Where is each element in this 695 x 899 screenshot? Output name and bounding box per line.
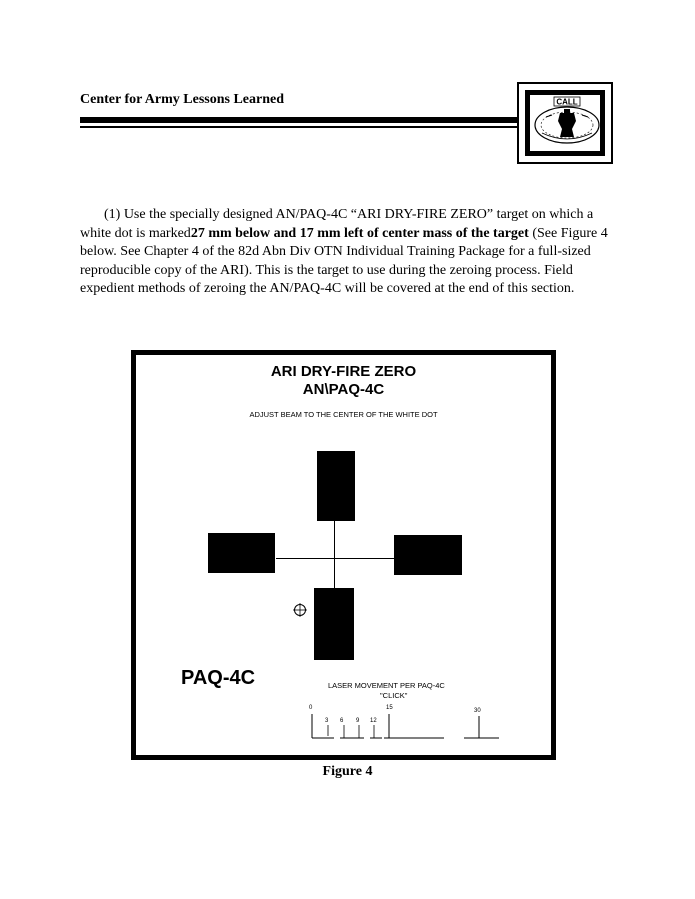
target-title: ARI DRY-FIRE ZERO: [270, 363, 417, 380]
header-title: Center for Army Lessons Learned: [80, 92, 285, 107]
paragraph-text-2: (See Figure 4 below. See Chapter 4 of the 82d Abn Div OTN Individual Training Package for a full-sized reproducible copy of the ARI). This is the target to use during the zeroing process. Field expedient methods of zeroing the AN/PAQ-4C will be covered at the end of this section.: [80, 225, 608, 296]
target-block-bottom: [314, 588, 354, 660]
body-paragraph: [80, 206, 610, 299]
scale-tick-label: 6: [340, 718, 344, 724]
header-rule-thick: [80, 117, 520, 123]
scale-tick-label: 15: [386, 705, 393, 711]
call-emblem-icon: [530, 95, 604, 155]
figure-caption: Figure 4: [322, 764, 373, 779]
paragraph-text-1: (1) Use the specially designed AN/PAQ-4C “ARI DRY-FIRE ZERO” target on which a white dot is marked: [80, 207, 594, 241]
target-block-left: [208, 533, 275, 573]
header-rule-thin: [80, 126, 520, 128]
target-instruction: ADJUST BEAM TO THE CENTER OF THE WHITE DOT: [249, 410, 438, 419]
laser-click-label: "CLICK": [380, 691, 408, 700]
target-block-right: [394, 535, 462, 575]
scale-tick-label: 3: [325, 718, 329, 724]
call-logo-text: CALL: [556, 97, 578, 107]
paq-4c-label: PAQ-4C: [181, 667, 256, 689]
call-logo: [517, 82, 613, 164]
target-block-top: [317, 451, 355, 521]
target-subtitle: AN\PAQ-4C: [302, 381, 385, 398]
crosshair-vertical: [334, 520, 335, 590]
scale-tick-label: 0: [309, 705, 313, 711]
call-logo-frame: [525, 90, 605, 156]
scale-tick-label: 30: [474, 708, 481, 714]
white-dot-crosshair-icon: [292, 602, 308, 618]
scale-tick-label: 12: [370, 718, 377, 724]
crosshair-horizontal: [276, 558, 396, 559]
scale-tick-label: 9: [356, 718, 360, 724]
click-scale: [304, 705, 504, 745]
laser-movement-label: LASER MOVEMENT PER PAQ-4C: [328, 681, 445, 690]
ari-target-figure: [131, 350, 556, 760]
paragraph-bold-text: 27 mm below and 17 mm left of center mass of the target: [190, 225, 529, 241]
scale-lines: [304, 705, 504, 745]
